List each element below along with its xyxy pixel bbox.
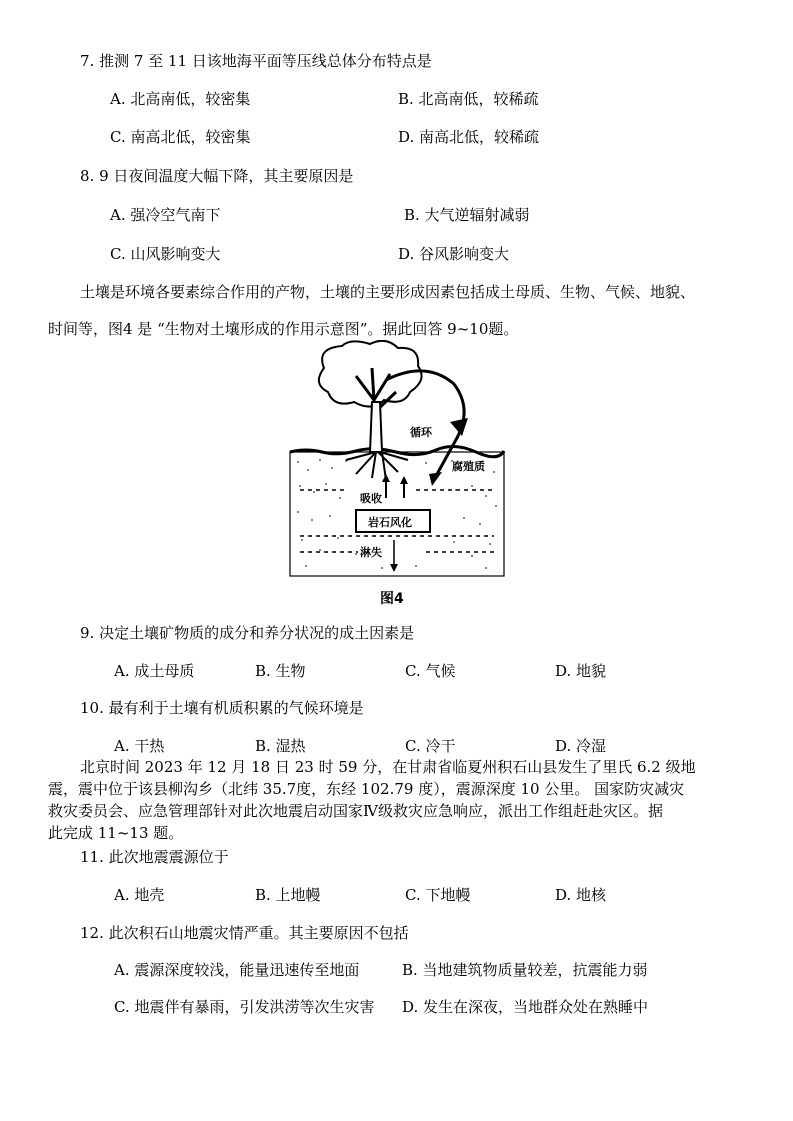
- q10-option-a: A. 干热: [114, 737, 165, 755]
- soil-intro-line2: 时间等，图4 是 “生物对土壤形成的作用示意图”。据此回答 9~10题。: [48, 320, 519, 338]
- q7-option-b: B. 北高南低，较稀疏: [398, 90, 539, 108]
- q8-option-d: D. 谷风影响变大: [398, 245, 510, 263]
- q12-option-a: A. 震源深度较浅，能量迅速传至地面: [114, 961, 360, 979]
- label-cycle: 循环: [410, 426, 432, 439]
- q11-option-b: B. 上地幔: [255, 886, 321, 904]
- quake-intro-line2: 震，震中位于该县柳沟乡（北纬 35.7度，东经 102.79 度），震源深度 10 公里。 国家防灾减灾: [48, 780, 685, 798]
- label-absorb: 吸收: [360, 492, 382, 505]
- q11-stem: 11. 此次地震震源位于: [80, 848, 229, 866]
- q12-option-b: B. 当地建筑物质量较差，抗震能力弱: [402, 961, 648, 979]
- q7-option-c: C. 南高北低，较密集: [110, 128, 251, 146]
- q7-option-a: A. 北高南低，较密集: [110, 90, 251, 108]
- q9-stem: 9. 决定土壤矿物质的成分和养分状况的成土因素是: [80, 624, 415, 642]
- q8-stem: 8. 9 日夜间温度大幅下降，其主要原因是: [80, 167, 354, 185]
- q10-option-b: B. 湿热: [255, 737, 306, 755]
- q10-option-d: D. 冷湿: [555, 737, 607, 755]
- q9-option-d: D. 地貌: [555, 662, 607, 680]
- q8-option-a: A. 强冷空气南下: [110, 206, 221, 224]
- q9-option-a: A. 成土母质: [114, 662, 195, 680]
- q9-option-b: B. 生物: [255, 662, 306, 680]
- q8-option-b: B. 大气逆辐射减弱: [404, 206, 530, 224]
- label-humus: 腐殖质: [452, 460, 485, 473]
- quake-intro-line3: 救灾委员会、应急管理部针对此次地震启动国家Ⅳ级救灾应急响应，派出工作组赶赴灾区。据: [48, 802, 663, 820]
- q7-option-d: D. 南高北低，较稀疏: [398, 128, 540, 146]
- soil-formation-diagram: [286, 340, 508, 580]
- q10-option-c: C. 冷干: [405, 737, 456, 755]
- q11-option-d: D. 地核: [555, 886, 607, 904]
- figure-caption: 图4: [380, 591, 404, 607]
- q12-option-c: C. 地震伴有暴雨，引发洪涝等次生灾害: [114, 998, 375, 1016]
- q10-stem: 10. 最有利于土壤有机质积累的气候环境是: [80, 699, 364, 717]
- soil-intro-line1: 土壤是环境各要素综合作用的产物，土壤的主要形成因素包括成土母质、生物、气候、地貌、: [80, 283, 696, 301]
- q11-option-c: C. 下地幔: [405, 886, 471, 904]
- q12-option-d: D. 发生在深夜，当地群众处在熟睡中: [402, 998, 649, 1016]
- q7-stem: 7. 推测 7 至 11 日该地海平面等压线总体分布特点是: [80, 52, 432, 70]
- quake-intro-line4: 此完成 11~13 题。: [48, 824, 184, 842]
- label-rock-weathering: 岩石风化: [368, 516, 412, 529]
- q8-option-c: C. 山风影响变大: [110, 245, 221, 263]
- tree-trunk: [370, 402, 382, 452]
- q12-stem: 12. 此次积石山地震灾情严重。其主要原因不包括: [80, 924, 409, 942]
- q9-option-c: C. 气候: [405, 662, 456, 680]
- quake-intro-line1: 北京时间 2023 年 12 月 18 日 23 时 59 分，在甘肃省临夏州积石山县发生了里氏 6.2 级地: [80, 758, 696, 776]
- q11-option-a: A. 地壳: [114, 886, 165, 904]
- label-leaching: 淋失: [360, 546, 382, 559]
